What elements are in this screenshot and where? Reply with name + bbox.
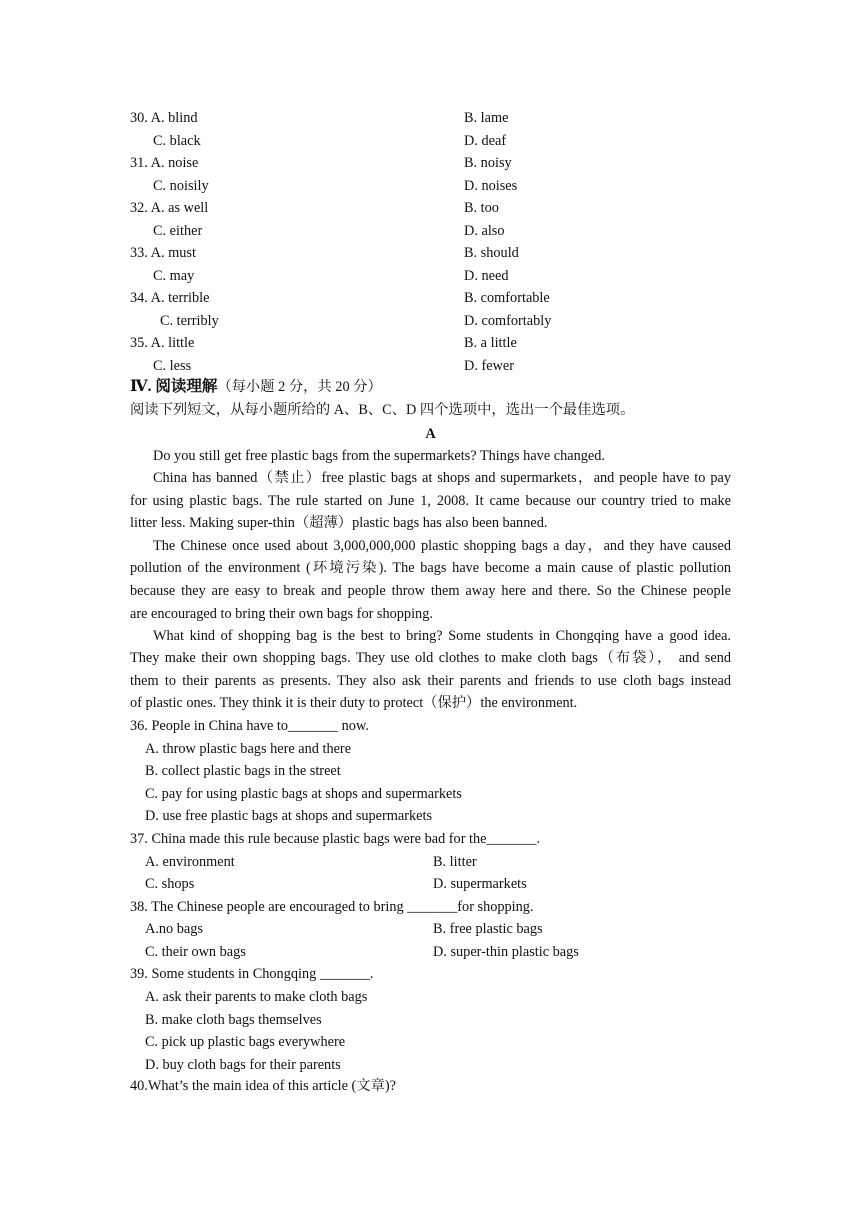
q37-option-d: D. supermarkets	[433, 876, 527, 892]
q37-option-b: B. litter	[433, 854, 477, 870]
q32-option-b: B. too	[464, 200, 499, 216]
q33-option-c: C. may	[153, 268, 195, 284]
q30-option-c: C. black	[153, 133, 201, 149]
q39-option-b: B. make cloth bags themselves	[145, 1012, 322, 1028]
q37-stem: 37. China made this rule because plastic bags were bad for the_______.	[130, 831, 541, 847]
q35-option-c: C. less	[153, 358, 192, 374]
passage-line: They make their own shopping bags. They use old clothes to make cloth bags（布袋）， and send	[130, 650, 731, 666]
q30-option-d: D. deaf	[464, 133, 507, 149]
passage-label: A	[425, 426, 436, 442]
section-note: （每小题 2 分，共 20 分）	[217, 379, 382, 395]
q35-option-a: 35. A. little	[130, 335, 195, 351]
passage-line: are encouraged to bring their own bags for shopping.	[130, 606, 433, 622]
passage-line: What kind of shopping bag is the best to bring? Some students in Chongqing have a good idea.	[153, 628, 731, 644]
q38-stem: 38. The Chinese people are encouraged to bring _______for shopping.	[130, 899, 534, 915]
q33-option-b: B. should	[464, 245, 519, 261]
q39-option-c: C. pick up plastic bags everywhere	[145, 1034, 346, 1050]
q32-option-a: 32. A. as well	[130, 200, 209, 216]
q32-option-c: C. either	[153, 223, 203, 239]
passage-line: The Chinese once used about 3,000,000,000 plastic shopping bags a day，and they have caused	[153, 538, 731, 554]
passage-line: them to their parents as presents. They also ask their parents and friends to use cloth bags instead	[130, 673, 731, 689]
q33-option-d: D. need	[464, 268, 509, 284]
q38-option-b: B. free plastic bags	[433, 921, 543, 937]
q36-option-b: B. collect plastic bags in the street	[145, 763, 341, 779]
q38-option-c: C. their own bags	[145, 944, 246, 960]
q39-option-a: A. ask their parents to make cloth bags	[145, 989, 368, 1005]
q31-option-b: B. noisy	[464, 155, 512, 171]
q34-option-d: D. comfortably	[464, 313, 552, 329]
q37-option-a: A. environment	[145, 854, 235, 870]
q37-option-c: C. shops	[145, 876, 195, 892]
passage-line: pollution of the environment (环境污染). The bags have become a main cause of plastic pollution	[130, 560, 731, 576]
q35-option-b: B. a little	[464, 335, 517, 351]
q34-option-a: 34. A. terrible	[130, 290, 210, 306]
section-heading	[130, 377, 731, 397]
q30-option-a: 30. A. blind	[130, 110, 198, 126]
q31-option-d: D. noises	[464, 178, 518, 194]
section-instruction: 阅读下列短文，从每小题所给的 A、B、C、D 四个选项中，选出一个最佳选项。	[130, 402, 635, 418]
q35-option-d: D. fewer	[464, 358, 515, 374]
passage-line: for using plastic bags. The rule started on June 1, 2008. It came because our country tried to make	[130, 493, 731, 509]
q36-stem: 36. People in China have to_______ now.	[130, 718, 369, 734]
q34-option-b: B. comfortable	[464, 290, 550, 306]
passage-line: because they are easy to break and people throw them away here and there. So the Chinese people	[130, 583, 731, 599]
q32-option-d: D. also	[464, 223, 505, 239]
q40-stem: 40.What’s the main idea of this article (文章)?	[130, 1078, 396, 1094]
q36-option-d: D. use free plastic bags at shops and supermarkets	[145, 808, 433, 824]
section-title: Ⅳ. 阅读理解	[130, 378, 218, 395]
q38-option-d: D. super-thin plastic bags	[433, 944, 579, 960]
q36-option-a: A. throw plastic bags here and there	[145, 741, 352, 757]
passage-line: of plastic ones. They think it is their duty to protect（保护）the environment.	[130, 695, 578, 711]
q39-option-d: D. buy cloth bags for their parents	[145, 1057, 341, 1073]
q33-option-a: 33. A. must	[130, 245, 196, 261]
passage-line: Do you still get free plastic bags from the supermarkets? Things have changed.	[153, 448, 605, 464]
passage-line: China has banned（禁止）free plastic bags at shops and supermarkets，and people have to pay	[153, 470, 731, 486]
q30-option-b: B. lame	[464, 110, 509, 126]
q36-option-c: C. pay for using plastic bags at shops and supermarkets	[145, 786, 462, 802]
q31-option-a: 31. A. noise	[130, 155, 199, 171]
passage-line: litter less. Making super-thin（超薄）plastic bags has also been banned.	[130, 515, 548, 531]
q38-option-a: A.no bags	[145, 921, 203, 937]
q39-stem: 39. Some students in Chongqing _______.	[130, 966, 374, 982]
q31-option-c: C. noisily	[153, 178, 209, 194]
q34-option-c: C. terribly	[160, 313, 219, 329]
